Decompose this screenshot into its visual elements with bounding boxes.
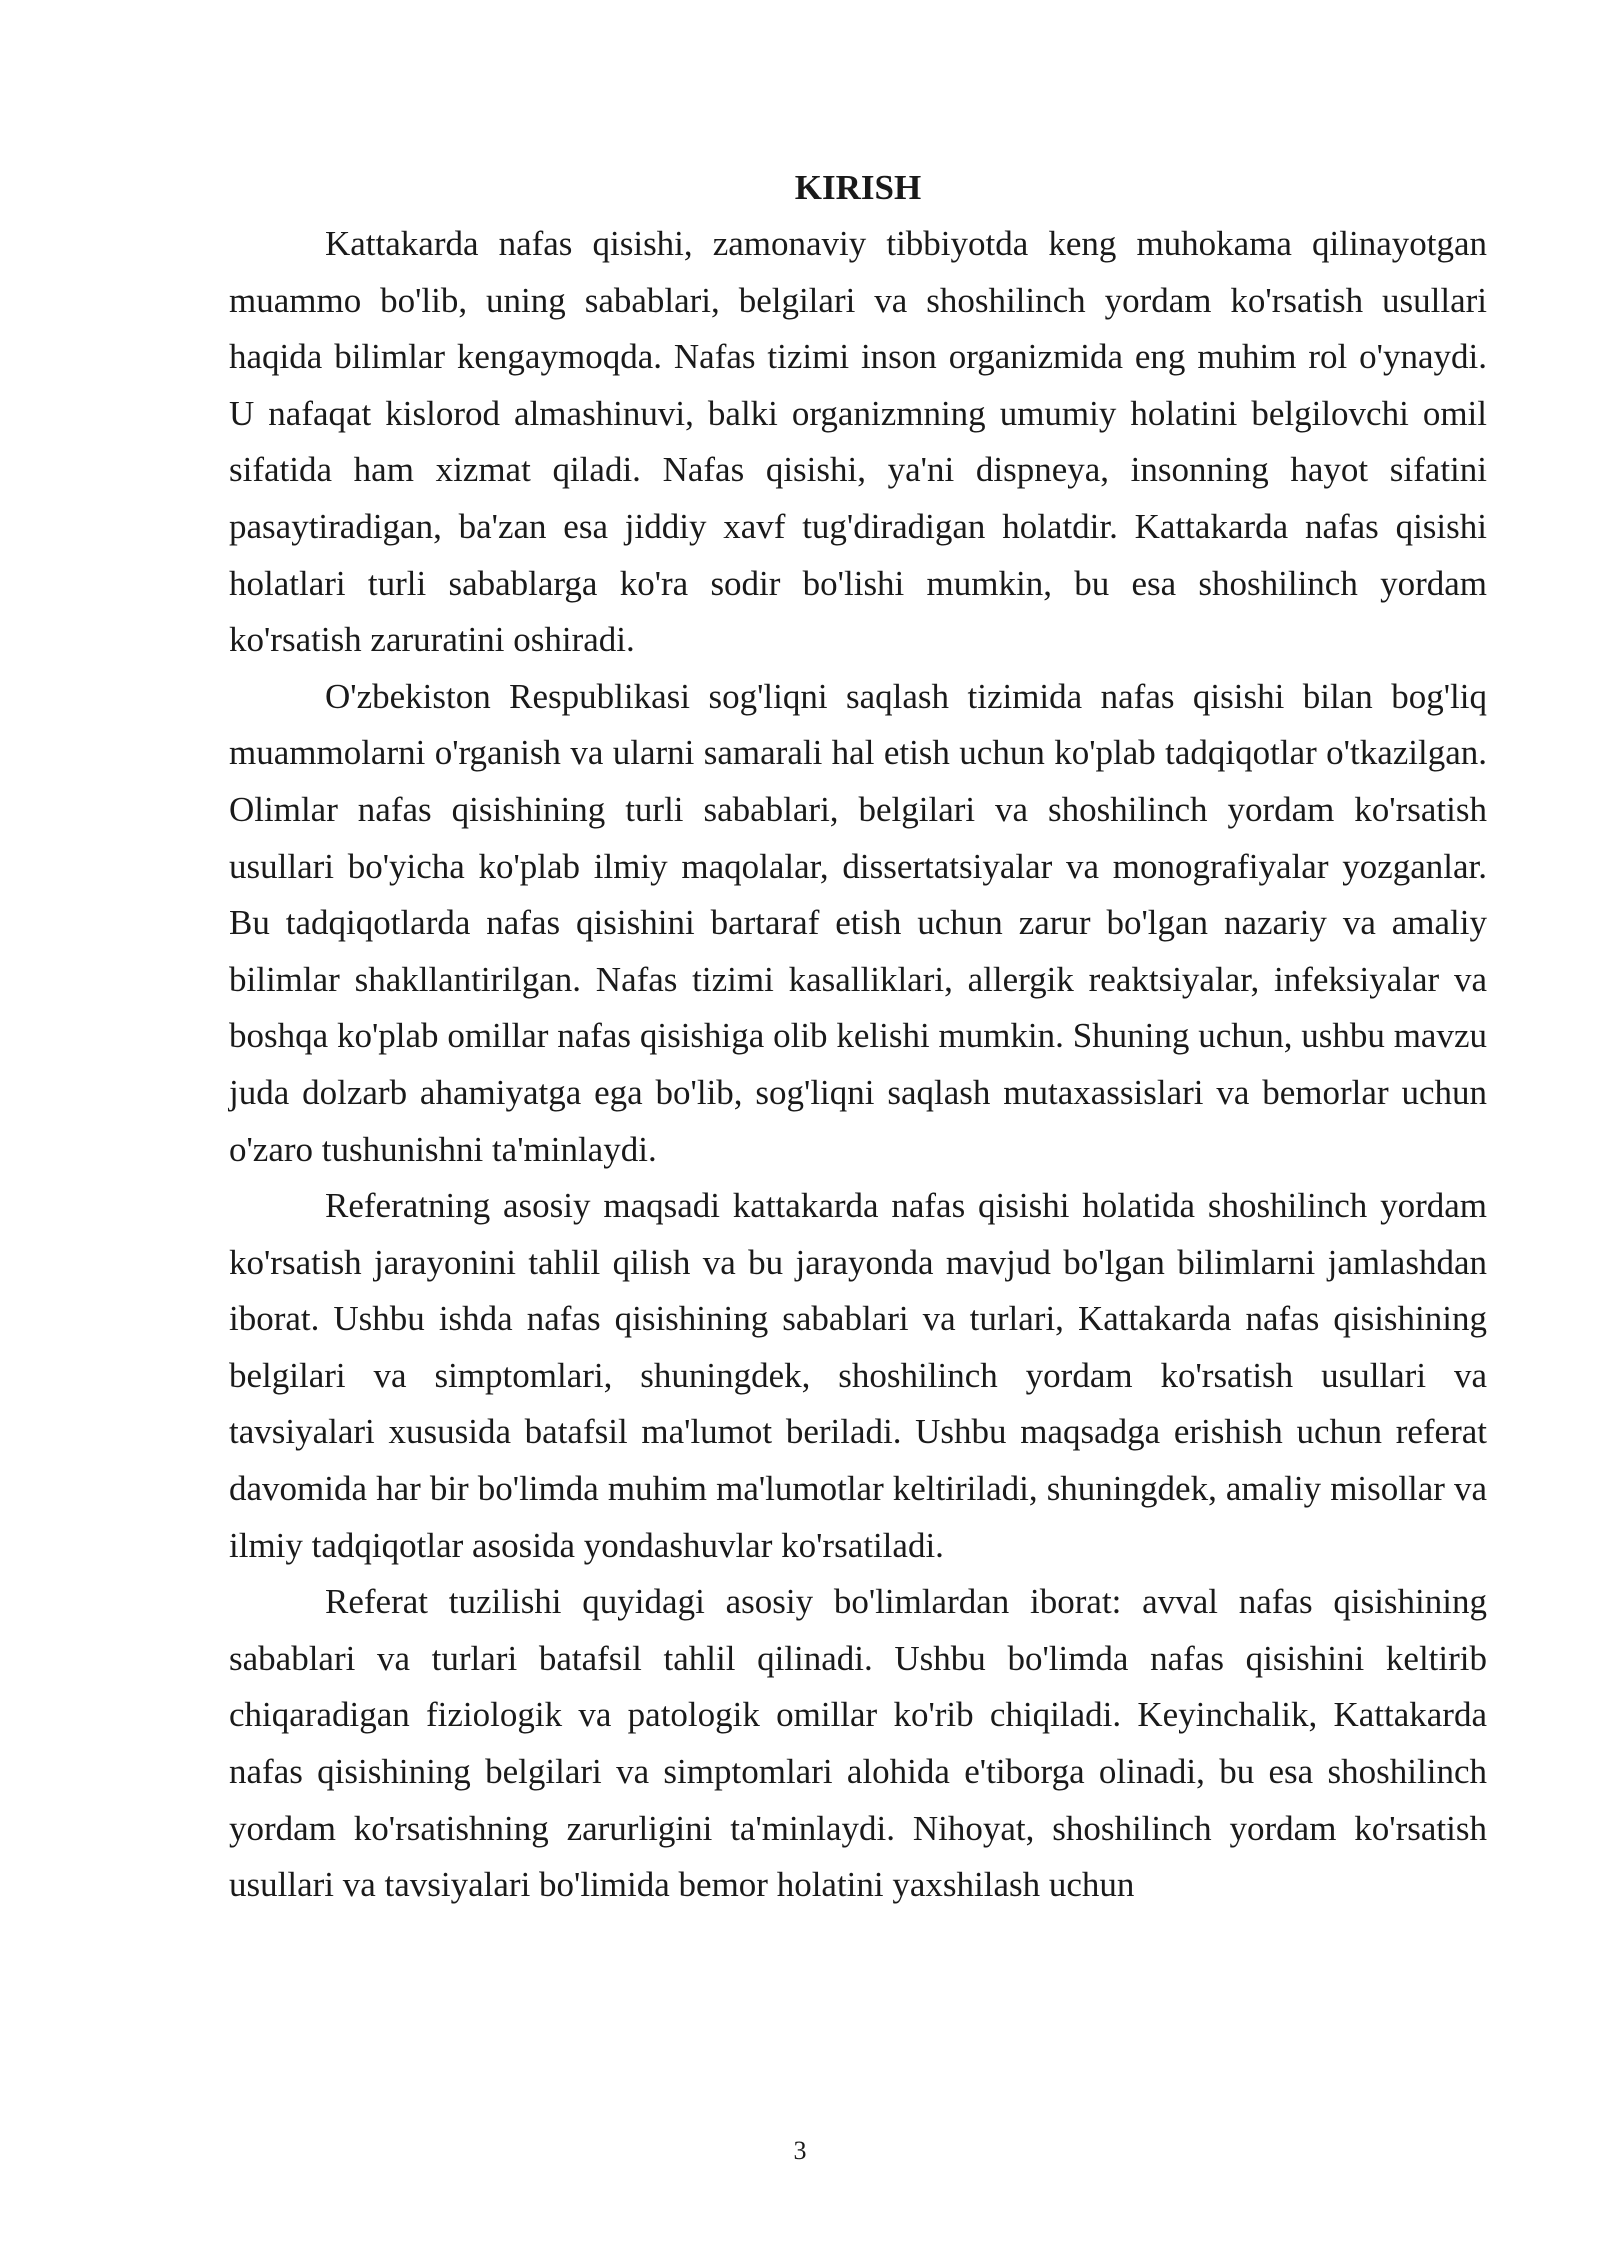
paragraph-structure: Referat tuzilishi quyidagi asosiy bo'limlardan iborat: avval nafas qisishining sabablari va turlari batafsil tahlil qilinadi. Ushbu bo'limda nafas qisishini keltirib chiqaradigan fiziologik va patologik omillar ko'rib chiqiladi. Keyinchalik, Kattakarda nafas qisishining belgilari va simptomlari alohida e'tiborga olinadi, bu esa shoshilinch yordam ko'rsatishning zarurligini ta'minlaydi. Nihoyat, shoshilinch yordam ko'rsatish usullari va tavsiyalari bo'limida bemor holatini yaxshilash uchun xyxy=(229,1582,1487,1905)
paragraph-goal: Referatning asosiy maqsadi kattakarda nafas qisishi holatida shoshilinch yordam ko'rsatish jarayonini tahlil qilish va bu jarayonda mavjud bo'lgan bilimlarni jamlashdan iborat. Ushbu ishda nafas qisishining sabablari va turlari, Kattakarda nafas qisishining belgilari va simptomlari, shuningdek, shoshilinch yordam ko'rsatish usullari va tavsiyalari xususida batafsil ma'lumot beriladi. Ushbu maqsadga erishish uchun referat davomida har bir bo'limda muhim ma'lumotlar keltiriladi, shuningdek, amaliy misollar va ilmiy tadqiqotlar asosida yondashuvlar ko'rsatiladi. xyxy=(229,1186,1487,1565)
section-title: KIRISH xyxy=(794,168,922,207)
paragraph-intro: Kattakarda nafas qisishi, zamonaviy tibbiyotda keng muhokama qilinayotgan muammo bo'lib, uning sabablari, belgilari va shoshilinch yordam ko'rsatish usullari haqida bilimlar kengaymoqda. Nafas tizimi inson organizmida eng muhim rol o'ynaydi. U nafaqat kislorod almashinuvi, balki organizmning umumiy holatini belgilovchi omil sifatida ham xizmat qiladi. Nafas qisishi, ya'ni dispneya, insonning hayot sifatini pasaytiradigan, ba'zan esa jiddiy xavf tug'diradigan holatdir. Kattakarda nafas qisishi holatlari turli sabablarga ko'ra sodir bo'lishi mumkin, bu esa shoshilinch yordam ko'rsatish zaruratini oshiradi. xyxy=(229,224,1487,660)
page-number: 3 xyxy=(793,2136,807,2165)
paragraph-research: O'zbekiston Respublikasi sog'liqni saqlash tizimida nafas qisishi bilan bog'liq muammolarni o'rganish va ularni samarali hal etish uchun ko'plab tadqiqotlar o'tkazilgan. Olimlar nafas qisishining turli sabablari, belgilari va shoshilinch yordam ko'rsatish usullari bo'yicha ko'plab ilmiy maqolalar, dissertatsiyalar va monografiyalar yozganlar. Bu tadqiqotlarda nafas qisishini bartaraf etish uchun zarur bo'lgan nazariy va amaliy bilimlar shakllantirilgan. Nafas tizimi kasalliklari, allergik reaktsiyalar, infeksiyalar va boshqa ko'plab omillar nafas qisishiga olib kelishi mumkin. Shuning uchun, ushbu mavzu juda dolzarb ahamiyatga ega bo'lib, sog'liqni saqlash mutaxassislari va bemorlar uchun o'zaro tushunishni ta'minlaydi. xyxy=(229,676,1487,1169)
page-content xyxy=(229,160,1487,1914)
